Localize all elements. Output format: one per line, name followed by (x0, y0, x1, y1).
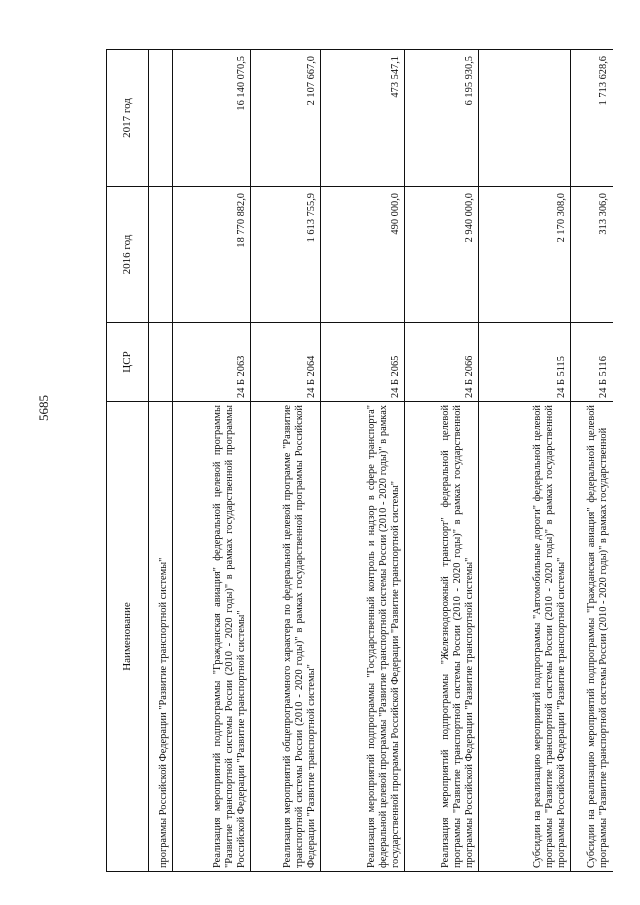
row-2017: 16 140 070,5 (173, 50, 251, 187)
row-2016 (149, 187, 173, 323)
budget-table-container (106, 50, 612, 872)
row-csr (149, 323, 173, 402)
table-row (149, 50, 173, 872)
row-2017: 2 107 667,0 (251, 50, 321, 187)
row-name: Реализация мероприятий подпрограммы "Государственный контроль и надзор в сфере транспорта" федеральной целевой программы "Развитие транспортной системы России (2010 - 2020 годы)" в рамках государственной программы Российской Федерации "Развитие транспортной системы" (321, 402, 405, 872)
budget-table (106, 49, 613, 872)
table-row (405, 50, 479, 872)
header-csr: ЦСР (107, 323, 149, 402)
table-row (173, 50, 251, 872)
row-name: Реализация мероприятий подпрограммы "Гражданская авиация" федеральной целевой программы "Развитие транспортной системы России (2010 - 2020 годы)" в рамках государственной программы Российской Федерации "Развитие транспортной системы" (173, 402, 251, 872)
table-row (479, 50, 571, 872)
row-csr: 24 Б 5115 (479, 323, 571, 402)
row-name: Субсидии на реализацию мероприятий подпрограммы "Автомобильные дороги" федеральной целевой программы "Развитие транспортной системы России (2010 - 2020 годы)" в рамках государственной программы Российской Федерации "Развитие транспортной системы" (479, 402, 571, 872)
row-name: программы Российской Федерации "Развитие транспортной системы" (149, 402, 173, 872)
row-2016: 313 306,0 (571, 187, 613, 323)
row-2016: 18 770 882,0 (173, 187, 251, 323)
header-2016: 2016 год (107, 187, 149, 323)
row-2017: 6 195 930,5 (405, 50, 479, 187)
page-number: 5685 (36, 395, 51, 421)
row-csr: 24 Б 5116 (571, 323, 613, 402)
table-row (251, 50, 321, 872)
row-2016: 2 170 308,0 (479, 187, 571, 323)
row-csr: 24 Б 2064 (251, 323, 321, 402)
row-2016: 1 613 755,9 (251, 187, 321, 323)
table-header-row (107, 50, 149, 872)
header-2017: 2017 год (107, 50, 149, 187)
row-csr: 24 Б 2063 (173, 323, 251, 402)
row-2016: 490 000,0 (321, 187, 405, 323)
header-name: Наименование (107, 402, 149, 872)
row-csr: 24 Б 2066 (405, 323, 479, 402)
row-2017 (149, 50, 173, 187)
row-name: Реализация мероприятий подпрограммы "Железнодорожный транспорт" федеральной целевой программы "Развитие транспортной системы России (2010 - 2020 годы)" в рамках государственной программы Российской Федерации "Развитие транспортной системы" (405, 402, 479, 872)
row-2016: 2 940 000,0 (405, 187, 479, 323)
row-csr: 24 Б 2065 (321, 323, 405, 402)
row-name: Субсидии на реализацию мероприятий подпрограммы "Гражданская авиация" федеральной целевой программы "Развитие транспортной системы России (2010 - 2020 годы)" в рамках государственной (571, 402, 613, 872)
table-row (571, 50, 613, 872)
row-2017: 1 713 628,6 (571, 50, 613, 187)
row-2017: 473 547,1 (321, 50, 405, 187)
table-row (321, 50, 405, 872)
row-2017 (479, 50, 571, 187)
row-name: Реализация мероприятий общепрограммного характера по федеральной целевой программе "Развитие транспортной системы России (2010 - 2020 годы)" в рамках государственной программы Российской Федерации "Развитие транспортной системы" (251, 402, 321, 872)
